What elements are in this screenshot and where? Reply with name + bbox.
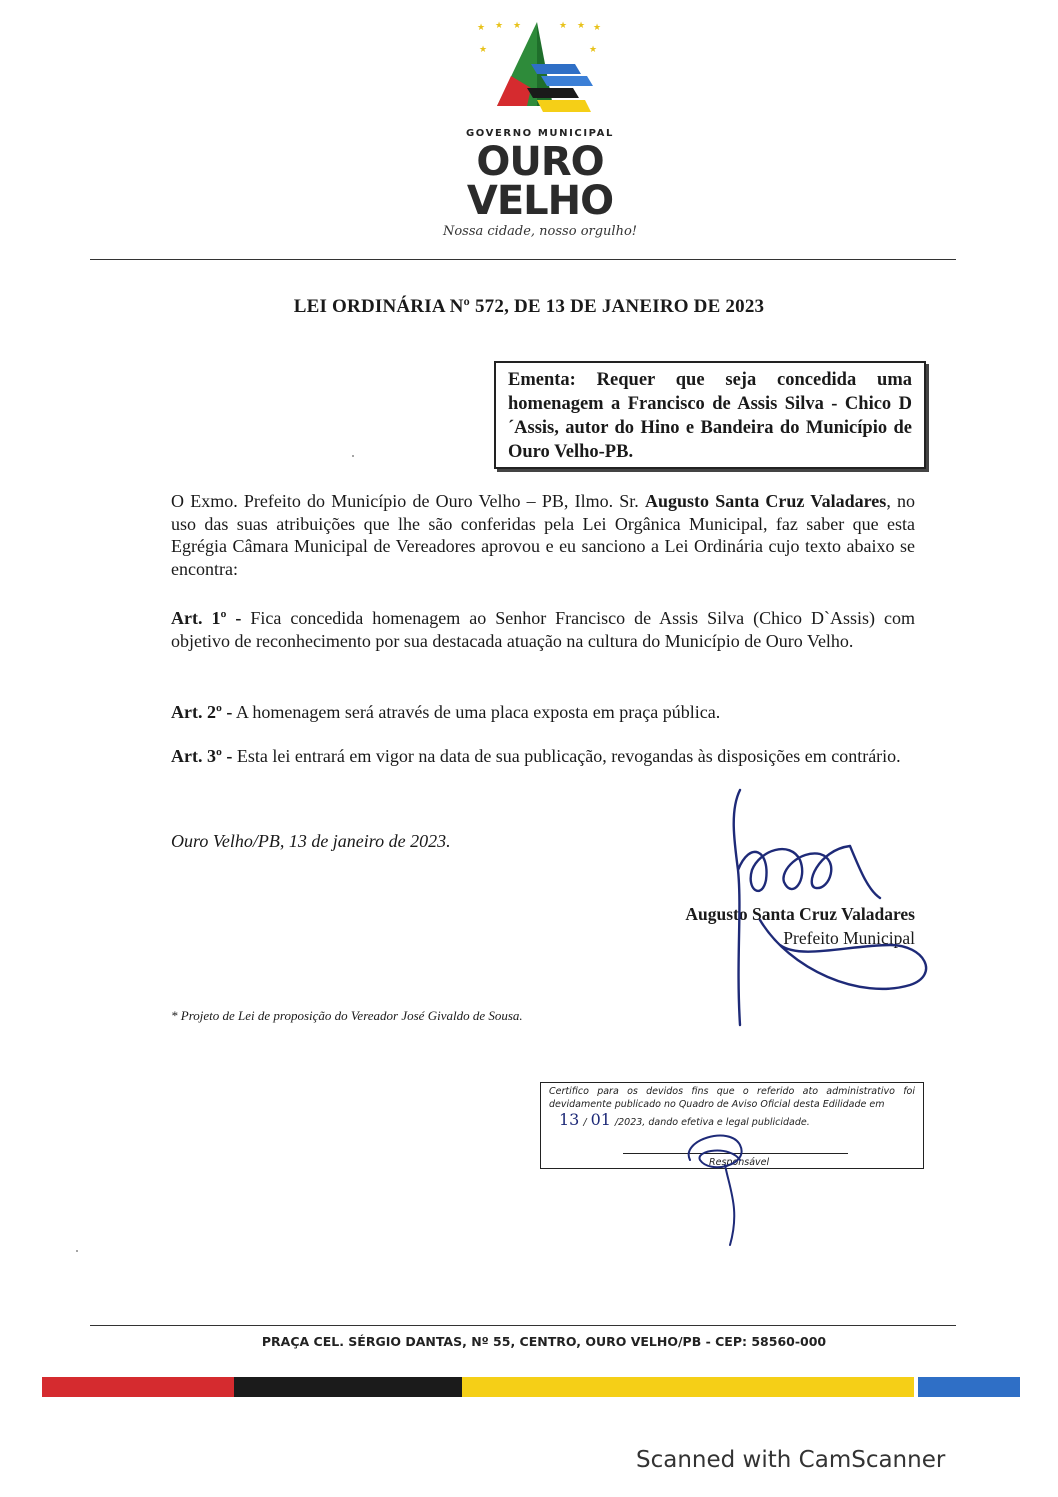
place-date: Ouro Velho/PB, 13 de janeiro de 2023.	[171, 831, 451, 851]
mayor-name: Augusto Santa Cruz Valadares	[645, 491, 887, 511]
flag-stripe-red	[42, 1377, 234, 1397]
article-label: Art. 1º -	[171, 608, 242, 628]
document-title: LEI ORDINÁRIA Nº 572, DE 13 DE JANEIRO DE 2023	[293, 296, 765, 317]
footer-address: PRAÇA CEL. SÉRGIO DANTAS, Nº 55, CENTRO, OURO VELHO/PB - CEP: 58560-000	[261, 1334, 827, 1349]
intro-paragraph	[171, 490, 915, 580]
article-1	[171, 607, 915, 652]
scan-speck	[76, 1250, 78, 1252]
certificate-date-line: 13 / 01 /2023, dando efetiva e legal publicidade.	[559, 1110, 810, 1129]
flag-stripe-black	[234, 1377, 462, 1397]
logo-subtitle: GOVERNO MUNICIPAL	[465, 128, 614, 139]
certificate-day: 13	[559, 1110, 580, 1129]
footnote: * Projeto de Lei de proposição do Vereador José Givaldo de Sousa.	[171, 1008, 523, 1023]
intro-text-2: , no uso das suas atribuições que lhe são conferidas pela Lei Orgânica Municipal, faz saber que esta Egrégia Câmara Municipal de Vereadores aprovou e eu sanciono a Lei Ordinária cujo texto abaixo se encontra:	[171, 491, 916, 579]
article-label: Art. 2º -	[171, 702, 233, 722]
ementa-box: Ementa: Requer que seja concedida uma homenagem a Francisco de Assis Silva - Chico D´Assis, autor do Hino e Bandeira do Município de Ouro Velho-PB.	[494, 361, 926, 469]
logo-name-line2: VELHO	[466, 178, 614, 224]
intro-text-1: O Exmo. Prefeito do Município de Ouro Velho – PB, Ilmo. Sr.	[171, 491, 645, 511]
article-text: Fica concedida homenagem ao Senhor Francisco de Assis Silva (Chico D`Assis) com objetivo de reconhecimento por sua destacada atuação na cultura do Município de Ouro Velho.	[171, 608, 916, 651]
signatory-name: Augusto Santa Cruz Valadares	[685, 904, 915, 924]
municipal-logo	[440, 18, 640, 248]
svg-text:★: ★	[479, 45, 488, 55]
article-label: Art. 3º -	[171, 746, 233, 766]
certificate-signature-icon	[670, 1120, 780, 1250]
scan-speck	[352, 455, 354, 457]
svg-text:★: ★	[589, 45, 598, 55]
scanner-watermark: Scanned with CamScanner	[636, 1447, 946, 1473]
article-3	[171, 745, 915, 768]
footer-divider	[90, 1325, 956, 1326]
certificate-month: 01	[590, 1110, 611, 1129]
svg-text:★: ★	[495, 21, 504, 31]
certificate-responsible: Responsável	[709, 1157, 770, 1168]
svg-text:★: ★	[559, 21, 568, 31]
signatory-role: Prefeito Municipal	[783, 928, 915, 948]
pyramid-emblem-icon	[475, 18, 605, 128]
svg-text:★: ★	[477, 23, 486, 33]
svg-text:★: ★	[577, 21, 586, 31]
flag-stripe-blue	[918, 1377, 1020, 1397]
certificate-suffix: /2023, dando efetiva e legal publicidade.	[614, 1117, 810, 1128]
article-text: Esta lei entrará em vigor na data de sua publicação, revogandas às disposições em contrário.	[232, 746, 901, 766]
handwritten-signature-icon	[700, 770, 940, 1040]
logo-name-line1: OURO	[476, 139, 604, 185]
logo-slogan: Nossa cidade, nosso orgulho!	[442, 224, 638, 239]
svg-text:★: ★	[513, 21, 522, 31]
svg-text:★: ★	[593, 23, 602, 33]
header-divider	[90, 259, 956, 260]
article-text: A homenagem será através de uma placa exposta em praça pública.	[232, 702, 721, 722]
flag-stripe-yellow	[462, 1377, 914, 1397]
certificate-text: Certifico para os devidos fins que o referido ato administrativo foi devidamente publicado no Quadro de Aviso Oficial desta Edilidade em	[549, 1086, 915, 1110]
article-2	[171, 701, 915, 724]
